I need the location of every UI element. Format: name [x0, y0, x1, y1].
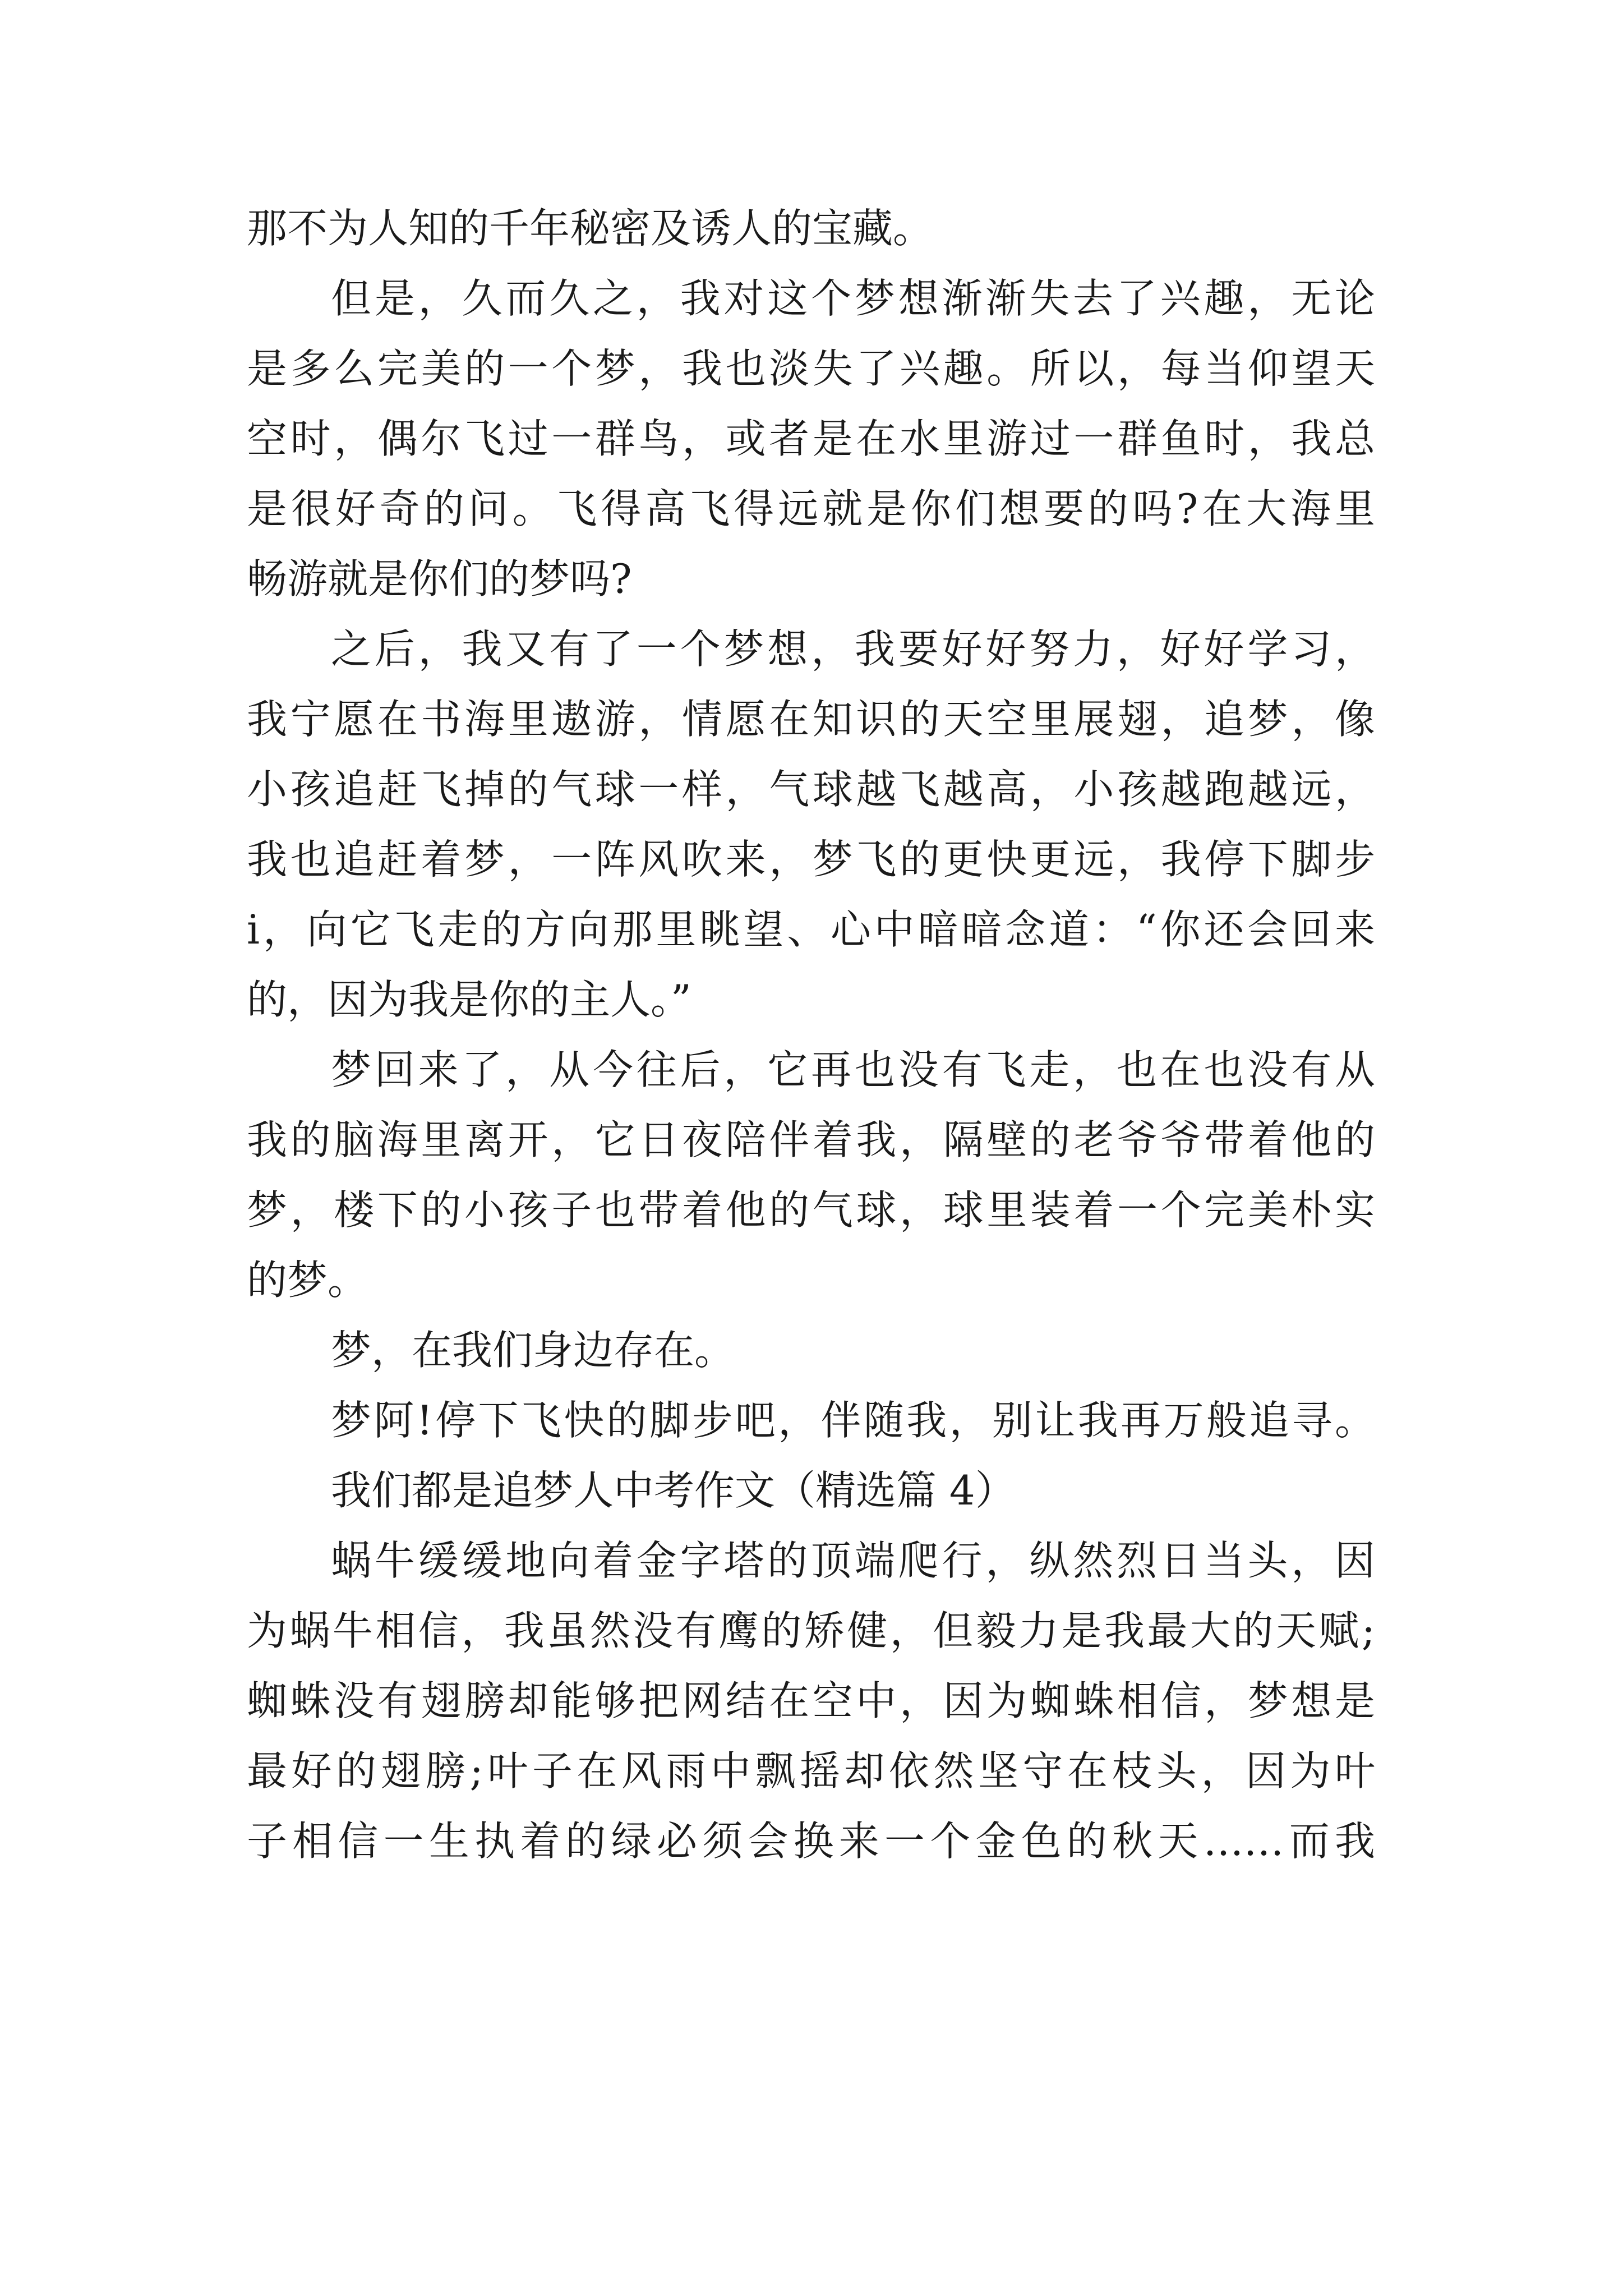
text-line: 的梦。 — [247, 1257, 368, 1304]
text-line: 梦，在我们身边存在。 — [331, 1327, 735, 1374]
text-line: 最好的翅膀;叶子在风雨中飘摇却依然坚守在枝头，因为叶 — [247, 1747, 1375, 1795]
text-line: 梦阿!停下飞快的脚步吧，伴随我，别让我再万般追寻。 — [331, 1397, 1375, 1444]
text-line: i，向它飞走的方向那里眺望、心中暗暗念道：“你还会回来 — [247, 906, 1375, 953]
text-line: 梦，楼下的小孩子也带着他的气球，球里装着一个完美朴实 — [247, 1186, 1375, 1234]
text-line: 梦回来了，从今往后，它再也没有飞走，也在也没有从 — [331, 1046, 1375, 1093]
text-line: 蜗牛缓缓地向着金字塔的顶端爬行，纵然烈日当头，因 — [331, 1537, 1375, 1584]
text-line: 子相信一生执着的绿必须会换来一个金色的秋天……而我 — [247, 1818, 1375, 1865]
section-heading: 我们都是追梦人中考作文（精选篇 4） — [331, 1467, 1016, 1514]
essay-body — [247, 194, 1375, 1876]
text-line: 是多么完美的一个梦，我也淡失了兴趣。所以，每当仰望天 — [247, 345, 1375, 392]
text-line: 之后，我又有了一个梦想，我要好好努力，好好学习， — [331, 625, 1375, 673]
text-line: 空时，偶尔飞过一群鸟，或者是在水里游过一群鱼时，我总 — [247, 415, 1375, 462]
text-line: 但是，久而久之，我对这个梦想渐渐失去了兴趣，无论 — [331, 275, 1375, 322]
text-line: 的，因为我是你的主人。” — [247, 976, 691, 1023]
text-line: 为蜗牛相信，我虽然没有鹰的矫健，但毅力是我最大的天赋; — [247, 1607, 1375, 1654]
text-line: 我的脑海里离开，它日夜陪伴着我，隔壁的老爷爷带着他的 — [247, 1116, 1375, 1163]
text-line: 那不为人知的千年秘密及诱人的宝藏。 — [247, 205, 934, 252]
text-line: 小孩追赶飞掉的气球一样，气球越飞越高，小孩越跑越远， — [247, 766, 1375, 813]
text-line: 我也追赶着梦，一阵风吹来，梦飞的更快更远，我停下脚步 — [247, 836, 1375, 883]
text-line: 是很好奇的问。飞得高飞得远就是你们想要的吗?在大海里 — [247, 485, 1375, 532]
text-line: 畅游就是你们的梦吗? — [247, 555, 632, 602]
text-line: 蜘蛛没有翅膀却能够把网结在空中，因为蜘蛛相信，梦想是 — [247, 1677, 1375, 1724]
text-line: 我宁愿在书海里遨游，情愿在知识的天空里展翅，追梦，像 — [247, 696, 1375, 743]
